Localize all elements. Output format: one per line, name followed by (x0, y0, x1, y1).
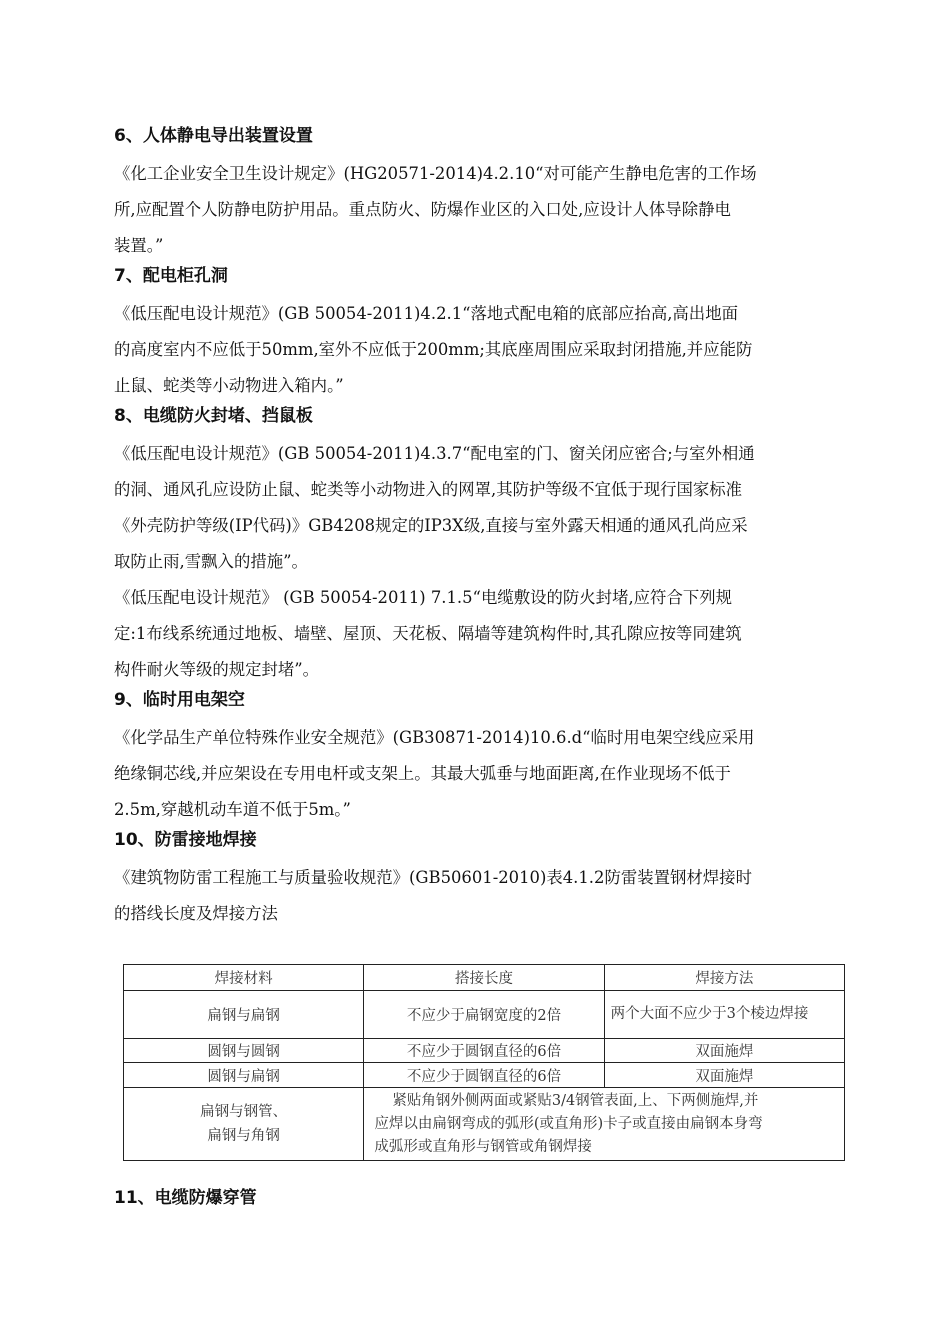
paragraph-line: 绝缘铜芯线,并应架设在专用电杆或支架上。其最大弧垂与地面距离,在作业现场不低于 (114, 764, 731, 783)
table-cell: 扁钢与扁钢 (124, 991, 364, 1039)
table-header-cell: 焊接材料 (124, 965, 364, 991)
paragraph-line: 2.5m,穿越机动车道不低于5m。” (114, 800, 351, 819)
paragraph-line: 装置。” (114, 236, 164, 255)
table-header-cell: 搭接长度 (364, 965, 604, 991)
paragraph-line: 定:1布线系统通过地板、墙壁、屋顶、天花板、隔墙等建筑构件时,其孔隙应按等同建筑 (114, 624, 742, 643)
paragraph-line: 的洞、通风孔应设防止鼠、蛇类等小动物进入的网罩,其防护等级不宜低于现行国家标准 (114, 480, 743, 499)
paragraph (114, 296, 838, 404)
table-cell (124, 1088, 364, 1161)
section-title-9: 9、临时用电架空 (114, 690, 245, 710)
paragraph-line: 止鼠、蛇类等小动物进入箱内。” (114, 376, 344, 395)
table-cell: 不应少于圆钢直径的6倍 (364, 1063, 604, 1088)
paragraph-line: 的搭线长度及焊接方法 (114, 904, 278, 923)
paragraph-line: 《外壳防护等级(IP代码)》GB4208规定的IP3X级,直接与室外露天相通的通风孔尚应采 (114, 516, 748, 535)
paragraph (114, 580, 838, 688)
table-cell (364, 1088, 845, 1161)
table-cell-line: 成弧形或直角形与钢管或角钢焊接 (374, 1138, 592, 1155)
paragraph (114, 860, 838, 932)
table-header-cell: 焊接方法 (604, 965, 844, 991)
table-cell: 双面施焊 (604, 1063, 844, 1088)
table-cell-line: 扁钢与角钢 (207, 1128, 280, 1144)
paragraph-line: 《低压配电设计规范》 (GB 50054-2011) 7.1.5“电缆敷设的防火封堵,应符合下列规 (114, 588, 733, 607)
paragraph-line: 《低压配电设计规范》(GB 50054-2011)4.3.7“配电室的门、窗关闭应密合;与室外相通 (114, 444, 755, 463)
paragraph (114, 436, 838, 580)
paragraph-line: 所,应配置个人防静电防护用品。重点防火、防爆作业区的入口处,应设计人体导除静电 (114, 200, 731, 219)
paragraph-line: 《建筑物防雷工程施工与质量验收规范》(GB50601-2010)表4.1.2防雷装置钢材焊接时 (114, 868, 752, 887)
table-row (124, 1063, 845, 1088)
paragraph (114, 156, 838, 264)
table-cell: 圆钢与圆钢 (124, 1039, 364, 1063)
table-row (124, 991, 845, 1039)
document-body (114, 124, 838, 932)
table-cell: 圆钢与扁钢 (124, 1063, 364, 1088)
paragraph-line: 的高度室内不应低于50mm,室外不应低于200mm;其底座周围应采取封闭措施,并应能防 (114, 340, 753, 359)
table-row (124, 1039, 845, 1063)
welding-table (123, 964, 845, 1161)
table-cell-line: 应焊以由扁钢弯成的弧形(或直角形)卡子或直接由扁钢本身弯 (374, 1115, 763, 1132)
paragraph-line: 构件耐火等级的规定封堵”。 (114, 660, 320, 679)
table-cell-line: 扁钢与钢管、 (200, 1104, 288, 1120)
section-title-7: 7、配电柜孔洞 (114, 266, 228, 286)
paragraph-line: 《低压配电设计规范》(GB 50054-2011)4.2.1“落地式配电箱的底部应抬高,高出地面 (114, 304, 738, 323)
paragraph-line: 《化学品生产单位特殊作业安全规范》(GB30871-2014)10.6.d“临时用电架空线应采用 (114, 728, 755, 747)
table-row (124, 1088, 845, 1161)
section-title-11: 11、电缆防爆穿管 (114, 1188, 257, 1208)
section-title-8: 8、电缆防火封堵、挡鼠板 (114, 406, 313, 426)
table-cell: 两个大面不应少于3个棱边焊接 (604, 991, 844, 1039)
table-cell-line: 紧贴角钢外侧两面或紧贴3/4钢管表面,上、下两侧施焊,并 (392, 1092, 759, 1109)
paragraph-line: 取防止雨,雪飘入的措施”。 (114, 552, 308, 571)
paragraph-line: 《化工企业安全卫生设计规定》(HG20571-2014)4.2.10“对可能产生静电危害的工作场 (114, 164, 757, 183)
table-header-row (124, 965, 845, 991)
table-cell: 不应少于圆钢直径的6倍 (364, 1039, 604, 1063)
section-title-10: 10、防雷接地焊接 (114, 830, 257, 850)
table-cell: 双面施焊 (604, 1039, 844, 1063)
table-cell: 不应少于扁钢宽度的2倍 (364, 991, 604, 1039)
section-title-6: 6、人体静电导出装置设置 (114, 126, 313, 146)
paragraph (114, 720, 838, 828)
